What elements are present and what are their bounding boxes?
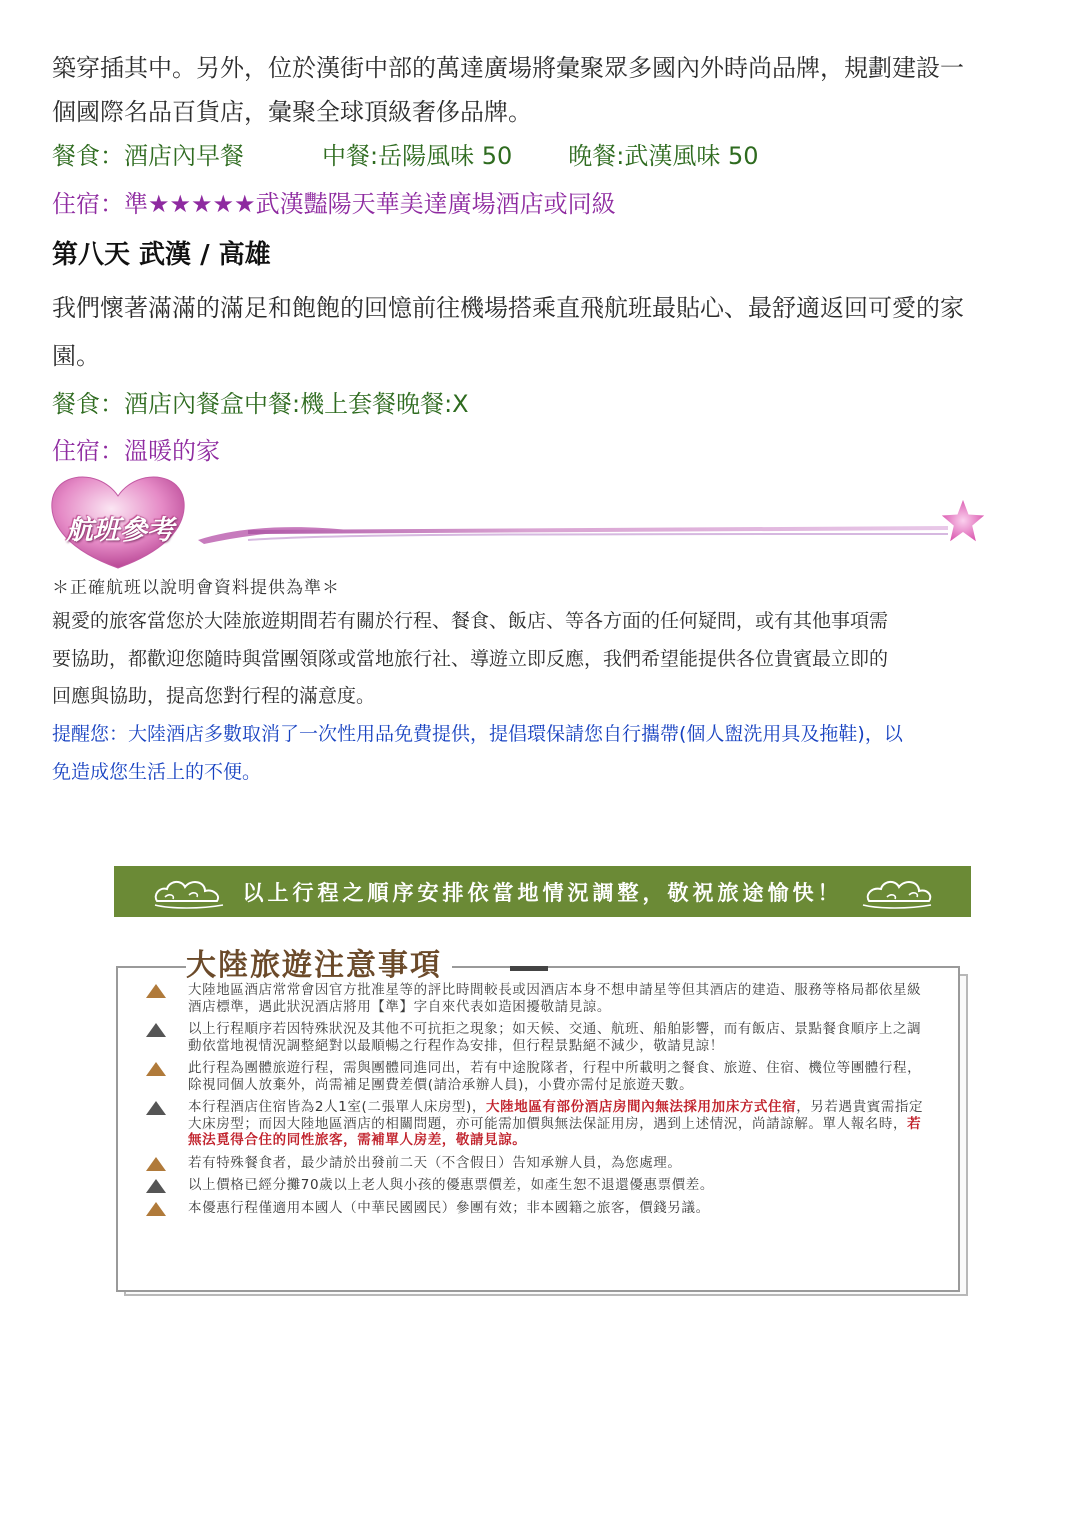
itinerary-banner [114,866,971,917]
day8-desc-line-2: 園。 [52,342,100,370]
intro-line-2: 個國際名品百貨店，彙聚全球頂級奢侈品牌。 [52,98,532,126]
triangle-bullet-icon [146,1202,166,1216]
service-line-1: 親愛的旅客當您於大陸旅遊期間若有關於行程、餐食、飯店、等各方面的任何疑問，或有其他事項需 [52,610,889,632]
star-icon [940,498,986,544]
triangle-bullet-icon [146,1023,166,1037]
cloud-left-icon [151,875,227,909]
flight-note: ＊正確航班以說明會資料提供為準＊ [52,578,340,598]
notice-item: 本優惠行程僅適用本國人（中華民國國民）參團有效；非本國籍之旅客，價錢另議。 [146,1200,926,1217]
flight-reference-banner [48,470,988,570]
triangle-bullet-icon [146,1157,166,1171]
notice-item: 此行程為團體旅遊行程，需與團體同進同出，若有中途脫隊者，行程中所載明之餐食、旅遊、住宿、機位等團體行程，除視同個人放棄外，尚需補足團費差價(請洽承辦人員)，小費亦需付足旅遊天數。 [146,1060,926,1093]
notice-item: 以上行程順序若因特殊狀況及其他不可抗拒之現象；如天候、交通、航班、船舶影響，而有飯店、景點餐食順序上之調動依當地視情況調整絕對以最順暢之行程作為安排，但行程景點絕不減少，敬請見諒！ [146,1021,926,1054]
day7-lunch: 中餐:岳陽風味 50 [322,142,513,170]
notice-box [114,940,974,1300]
notice-item: 大陸地區酒店常常會因官方批准星等的評比時間較長或因酒店本身不想申請星等但其酒店的建造、服務等格局都依星級酒店標準，遇此狀況酒店將用【準】字自來代表如造困擾敬請見諒。 [146,982,926,1015]
cloud-right-icon [859,875,935,909]
day8-desc-line-1: 我們懷著滿滿的滿足和飽飽的回憶前往機場搭乘直飛航班最貼心、最舒適返回可愛的家 [52,294,964,322]
swoosh-decoration [188,500,988,550]
intro-line-1: 築穿插其中。另外，位於漢街中部的萬達廣場將彙聚眾多國內外時尚品牌，規劃建設一 [52,54,964,82]
day8-heading: 第八天 武漢 / 高雄 [52,240,271,270]
notice-title: 大陸旅遊注意事項 [186,940,452,984]
reminder-line-2: 免造成您生活上的不便。 [52,761,262,783]
day7-meals [52,136,759,171]
triangle-bullet-icon [146,984,166,998]
notice-list [146,982,926,1222]
day7-breakfast: 餐食：酒店內早餐 [52,142,244,170]
day7-lodging: 住宿：準★★★★★武漢豔陽天華美達廣場酒店或同級 [52,190,616,218]
triangle-bullet-icon [146,1179,166,1193]
day8-lodging: 住宿：溫暖的家 [52,437,220,465]
triangle-bullet-icon [146,1062,166,1076]
flight-badge-label: 航班參考 [66,515,174,546]
itinerary-banner-text: 以上行程之順序安排依當地情況調整，敬祝旅途愉快！ [242,880,843,905]
notice-item: 本行程酒店住宿皆為2人1室(二張單人床房型)，大陸地區有部份酒店房間內無法採用加床方式住宿，另若遇貴賓需指定大床房型；而因大陸地區酒店的相關問題，亦可能需加價與無法保証用房，遇到上述情況，尚請諒解。單人報名時，若無法覓得合住的同性旅客，需補單人房差，敬請見諒。 [146,1099,926,1149]
service-line-2: 要協助，都歡迎您隨時與當團領隊或當地旅行社、導遊立即反應，我們希望能提供各位貴賓最立即的 [52,648,889,670]
triangle-bullet-icon [146,1101,166,1115]
notice-item: 若有特殊餐食者，最少請於出發前二天（不含假日）告知承辦人員，為您處理。 [146,1155,926,1172]
service-line-3: 回應與協助，提高您對行程的滿意度。 [52,685,376,707]
reminder-line-1: 提醒您：大陸酒店多數取消了一次性用品免費提供，提倡環保請您自行攜帶(個人盥洗用具及拖鞋)，以 [52,723,903,745]
notice-item: 以上價格已經分攤70歲以上老人與小孩的優惠票價差，如產生恕不退還優惠票價差。 [146,1177,926,1194]
day8-meals: 餐食：酒店內餐盒中餐:機上套餐晚餐:X [52,390,469,418]
day7-dinner: 晚餐:武漢風味 50 [568,142,759,170]
